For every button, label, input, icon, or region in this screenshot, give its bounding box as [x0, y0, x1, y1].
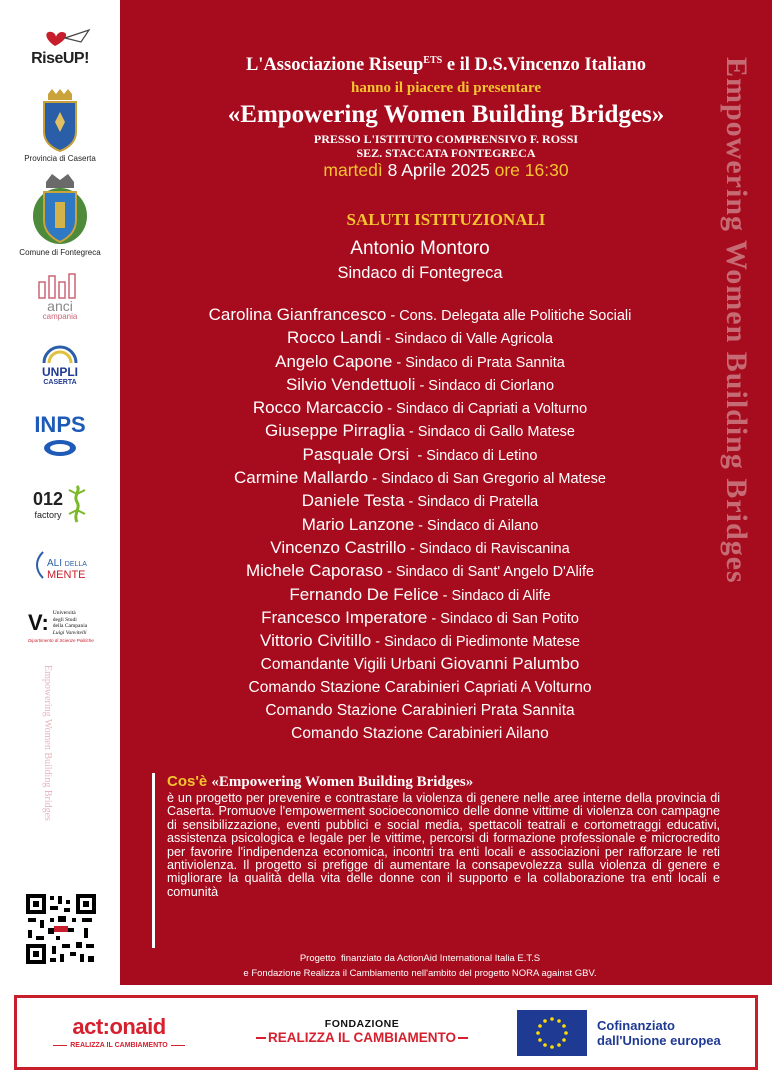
inps-logo: INPS — [0, 412, 120, 458]
sidebar — [0, 0, 120, 985]
speaker-row: Daniele Testa - Sindaco di Pratella — [301, 491, 539, 511]
coat-of-arms-icon — [38, 88, 82, 152]
speaker-row: Fernando De Felice - Sindaco di Alife — [289, 584, 551, 604]
sponsors-footer — [14, 995, 758, 1070]
vertical-event-title: Empowering Women Building Bridges — [720, 57, 753, 584]
presentation-line: hanno il piacere di presentare — [350, 80, 541, 96]
speaker-row: Angelo Capone - Sindaco di Prata Sannita — [275, 351, 565, 371]
line-decoration — [171, 1045, 185, 1046]
carabinieri-row: Comando Stazione Carabinieri Prata Sannita — [265, 702, 575, 720]
eu-flag-icon — [517, 1010, 587, 1056]
line-decoration — [53, 1045, 67, 1046]
fondazione-logo[interactable]: FONDAZIONE REALIZZA IL CAMBIAMENTO — [232, 1018, 492, 1045]
comandante-row: Comandante Vigili Urbani Giovanni Palumbo — [260, 654, 580, 674]
carabinieri-row: Comando Stazione Carabinieri Capriati A Volturno — [248, 678, 592, 696]
actionaid-logo[interactable]: act:onaid REALIZZA IL CAMBIAMENTO — [39, 1014, 199, 1049]
qr-code-icon — [24, 892, 98, 966]
speaker-row: Pasquale Orsi - Sindaco di Letino — [302, 444, 538, 464]
speaker-row: Vittorio Civitillo - Sindaco di Piedimonte Matese — [260, 631, 580, 651]
about-section: Cos'è «Empowering Women Building Bridges» è un progetto per prevenire e contrastare la violenza di genere nelle aree interne della provincia di Caserta. Promuove l'empowerment socioeconomico delle donne vittime di violenza con campagne di sensibilizzazione, eventi pubblici e social media, spettacoli teatrali e cortometraggi educativi, assistenza psicologica e legale per le vittime, percorsi di formazione professionale e microcredito per favorire l'indipendenza economica, incontri tra enti locali e associazioni per rafforzare le reti antiviolenza. Il progetto si prefigge di aumentare la consapevolezza sulla violenza di genere e migliorare la qualità della vita delle donne con il supporto e la collaborazione tra enti locali e comunità — [152, 773, 720, 948]
heart-icon — [25, 28, 95, 50]
town-crest-icon — [30, 172, 90, 246]
ali-della-mente-logo: ALI DELLA MENTE — [0, 550, 120, 580]
main-speaker-name: Antonio Montoro — [350, 238, 490, 259]
event-date: martedì 8 Aprile 2025 ore 16:30 — [323, 160, 569, 180]
wing-icon — [33, 550, 45, 580]
speakers-list — [120, 303, 720, 746]
saluti-heading: SALUTI ISTITUZIONALI — [346, 210, 546, 229]
sidebar-vertical-title: Empowering Women Building Bridges — [42, 665, 53, 821]
rainbow-icon — [40, 345, 80, 365]
line-decoration — [458, 1037, 468, 1039]
speaker-row: Mario Lanzone - Sindaco di Ailano — [301, 514, 539, 534]
speaker-row: Silvio Vendettuoli - Sindaco di Ciorlano — [285, 374, 555, 394]
event-panel — [120, 0, 772, 985]
organizers-line: L'Associazione Riseup$^{ETS}$ e il D.S.Vincenzo Italiano — [245, 55, 647, 76]
speaker-row: Francesco Imperatore - Sindaco di San Potito — [261, 607, 579, 627]
provincia-caserta-logo: Provincia di Caserta — [0, 88, 120, 163]
line-decoration — [256, 1037, 266, 1039]
about-text: è un progetto per prevenire e contrastare la violenza di genere nelle aree interne della provincia di Caserta. Promuove l'empowerment socioeconomico delle donne vittime di violenza con campagne di sensibilizzazione, eventi pubblici e social media, spettacoli teatrali e cortometraggi educativi, assistenza psicologica e legale per le vittime, percorsi di formazione professionale e microcredito per favorire l'indipendenza economica, incontri tra enti locali e associazioni per rafforzare le reti antiviolenza. Il progetto si prefigge di aumentare la consapevolezza sulla violenza di genere e migliorare la qualità della vita delle donne con il supporto e la collaborazione tra enti locali e comunità — [167, 791, 720, 899]
speaker-row: Rocco Landi - Sindaco di Valle Agricola — [287, 328, 553, 348]
venue: PRESSO L'ISTITUTO COMPRENSIVO F. ROSSI SEZ. STACCATA FONTEGRECA — [313, 132, 579, 160]
main-speaker-role: Sindaco di Fontegreca — [337, 264, 503, 282]
speaker-row: Rocco Marcaccio - Sindaco di Capriati a Volturno — [252, 398, 588, 418]
unpli-logo: UNPLI CASERTA — [0, 345, 120, 386]
speaker-row: Carmine Mallardo - Sindaco di San Gregorio al Matese — [234, 468, 606, 488]
comune-fontegreca-logo: Comune di Fontegreca — [0, 172, 120, 257]
inps-swoosh-icon — [42, 438, 78, 458]
funding-note: Progetto finanziato da ActionAid International Italia E.T.S e Fondazione Realizza il Cambiamento nell'ambito del progetto NORA against GBV. — [243, 953, 597, 979]
eu-cofinanced-logo[interactable]: Cofinanziato dall'Unione europea — [517, 1010, 721, 1056]
qr-code[interactable] — [24, 892, 98, 966]
carabinieri-row: Comando Stazione Carabinieri Ailano — [291, 725, 549, 743]
speaker-row: Carolina Gianfrancesco - Cons. Delegata alle Politiche Sociali — [208, 305, 632, 324]
gecko-icon — [67, 484, 87, 524]
factory-012-logo: 012 factory — [0, 484, 120, 524]
speaker-row: Vincenzo Castrillo - Sindaco di Raviscanina — [270, 537, 570, 557]
riseup-logo: RiseUP! — [0, 28, 120, 68]
event-title: «Empowering Women Building Bridges» — [227, 101, 665, 128]
universita-vanvitelli-logo: V: Università degli Studi della Campania Luigi Vanvitelli Dipartimento di Scienze Politiche — [28, 610, 94, 643]
anci-mark-icon — [37, 272, 83, 300]
speaker-row: Giuseppe Pirraglia - Sindaco di Gallo Matese — [265, 421, 575, 441]
speaker-row: Michele Caporaso - Sindaco di Sant' Angelo D'Alife — [245, 561, 595, 581]
anci-campania-logo: anci campania — [0, 272, 120, 321]
